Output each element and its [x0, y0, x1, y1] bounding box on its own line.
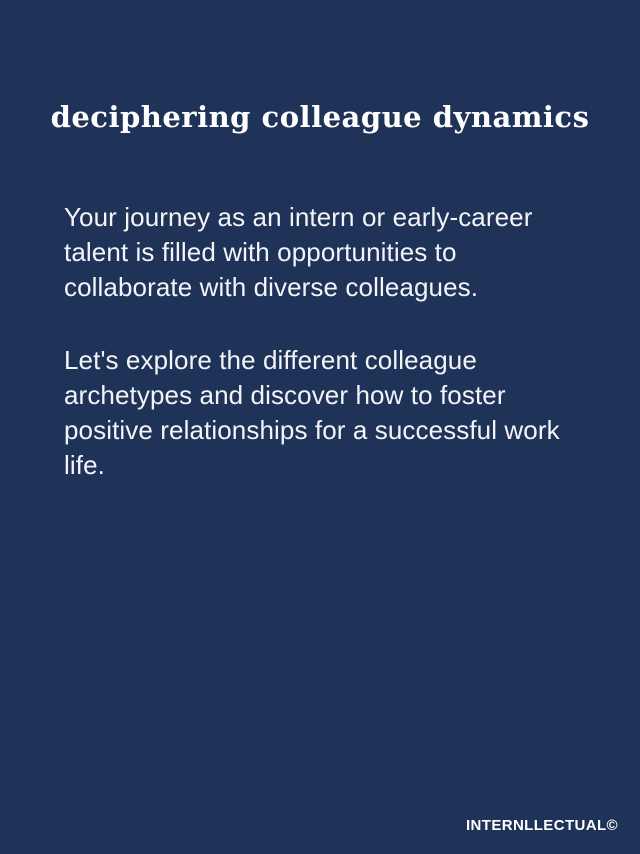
body-paragraph-2: Let's explore the different colleague archetypes and discover how to foster positive relationships for a successful work life.: [64, 345, 560, 480]
page-title: deciphering colleague dynamics: [50, 100, 590, 134]
body-paragraph-1: Your journey as an intern or early-career talent is filled with opportunities to collaborate with diverse colleagues.: [64, 202, 533, 302]
brand-watermark: INTERNLLECTUAL©: [465, 817, 618, 834]
body-text-block: [64, 200, 564, 483]
